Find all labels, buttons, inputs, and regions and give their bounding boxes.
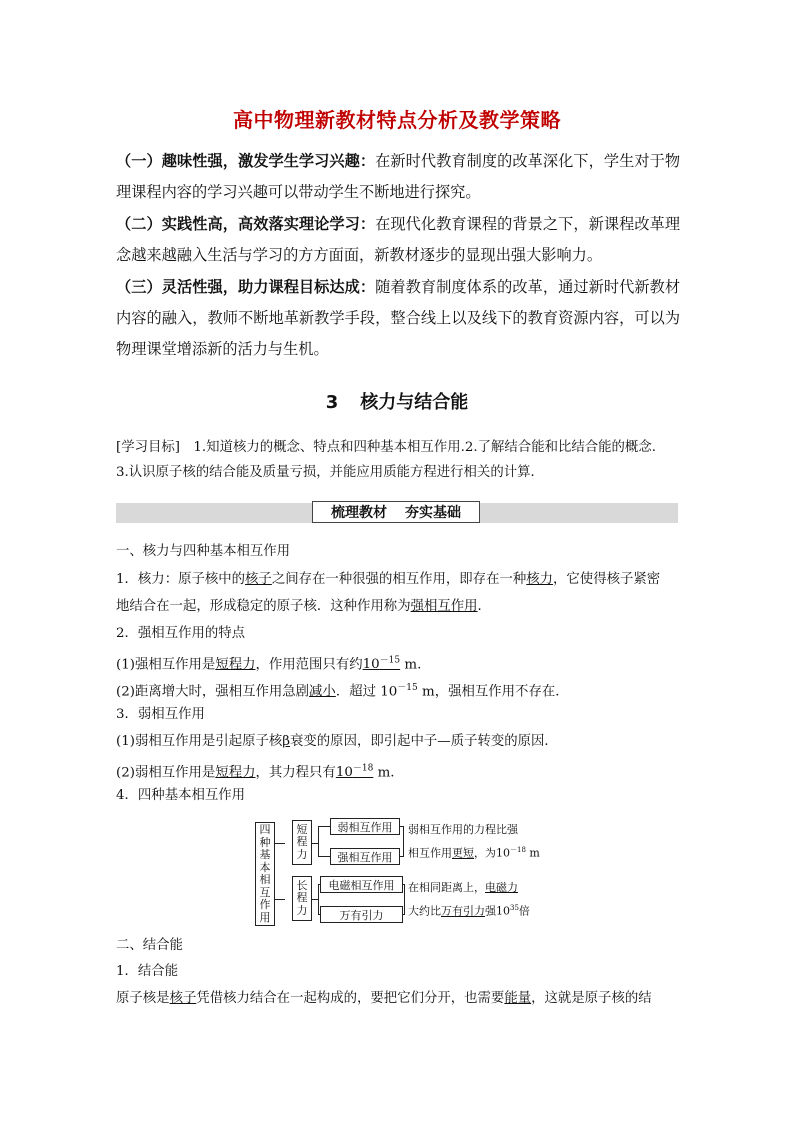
- note-em-vs-gravity: [405, 878, 555, 920]
- text: 地结合在一起，形成稳定的原子核．这种作用称为: [116, 599, 411, 614]
- connector: [318, 826, 330, 827]
- char: 程: [296, 835, 308, 849]
- answer-blank: 万有引力: [441, 904, 485, 918]
- answer-blank: 核子: [245, 572, 272, 587]
- connector: [275, 899, 285, 900]
- intro-paragraph-1: [116, 146, 680, 208]
- char: 种: [259, 835, 271, 849]
- answer-blank: [336, 765, 374, 780]
- exponent: －18: [352, 764, 374, 774]
- char: 基: [259, 848, 271, 861]
- connector: [318, 826, 319, 857]
- char: 力: [296, 847, 308, 861]
- text: 凭借核力结合在一起构成的，要把它们分开，也需要: [196, 991, 505, 1006]
- item1-line-2: [116, 597, 682, 617]
- text: (2)距离增大时，强相互作用急剧: [116, 684, 310, 700]
- em-interaction-box: 电磁相互作用: [320, 876, 403, 893]
- char: 四: [259, 823, 271, 836]
- text: ，为10: [474, 846, 510, 860]
- page-title: 高中物理新教材特点分析及教学策略: [233, 108, 561, 132]
- text: ，其力程只有: [255, 765, 336, 781]
- weak-interaction-box: 弱相互作用: [330, 818, 400, 835]
- text: m，强相互作用不存在．: [417, 684, 569, 700]
- objectives-text-1: 1.知道核力的概念、特点和四种基本相互作用.2.了解结合能和比结合能的概念.: [193, 440, 656, 455]
- answer-blank: 短程力: [215, 765, 256, 781]
- item3-point-2: [116, 759, 682, 783]
- char: 短: [296, 822, 308, 836]
- learning-objectives: [116, 435, 682, 485]
- char: 作: [259, 898, 271, 911]
- intro-text-1: 在新时代教育制度的改革深化下，学生对于物理课程内容的学习兴趣可以带动学生不断地进行探究。: [116, 152, 681, 201]
- item2-heading: 2．强相互作用的特点: [116, 626, 246, 641]
- item1-line-1: [116, 570, 682, 590]
- answer-blank: 核子: [169, 991, 197, 1006]
- objectives-line-1: [116, 435, 682, 460]
- text: (2)弱相互作用是: [116, 765, 216, 781]
- char: 本: [259, 860, 271, 874]
- intro-text-2: 在现代化教育课程的背景之下，新课程改革理念越来越融入生活与学习的方方面面，新教材逐步的显现出强大影响力。: [116, 215, 681, 264]
- answer-blank: 短程力: [215, 657, 256, 673]
- note2-line-2: [408, 898, 555, 922]
- intro-heading-3: （三）灵活性强，助力课程目标达成：: [116, 278, 376, 296]
- char: 用: [259, 910, 271, 924]
- banner-label: [312, 501, 480, 523]
- section-name: 核力与结合能: [360, 392, 469, 413]
- text: ．: [477, 599, 491, 614]
- text: ．超过 10: [335, 684, 398, 700]
- banner-right-text: 夯实基础: [405, 505, 461, 521]
- connector: [318, 856, 330, 857]
- diagram-root-box: [255, 822, 275, 926]
- short-range-box: [292, 820, 312, 865]
- text: 相互作用: [408, 846, 452, 860]
- text: (1)弱相互作用是引起原子核: [116, 734, 283, 749]
- text: 强10: [485, 904, 510, 918]
- text: 原子核是: [116, 991, 170, 1006]
- char: 长: [296, 878, 308, 892]
- note1-line-1: 弱相互作用的力程比强: [408, 823, 518, 836]
- text: (1)强相互作用是: [116, 657, 216, 673]
- intro-text-3: 随着教育制度体系的改革，通过新时代新教材内容的融入，教师不断地革新教学手段，整合线上以及线下的教育资源内容，可以为物理课堂增添新的活力与生机。: [116, 278, 681, 358]
- text: 在相同距离上，: [408, 881, 485, 894]
- item3-heading: 3．弱相互作用: [116, 707, 205, 722]
- char: 相: [259, 873, 271, 886]
- part2-heading: 二、结合能: [116, 938, 183, 953]
- item2-point-2: [116, 678, 682, 702]
- objectives-line-2: 3.认识原子核的结合能及质量亏损，并能应用质能方程进行相关的计算．: [116, 465, 544, 480]
- long-range-box: [292, 876, 312, 921]
- part2-item1-heading: 1．结合能: [116, 964, 179, 979]
- text: 衰变的原因，即引起中子—质子转变的原因．: [290, 734, 558, 749]
- unit: m.: [373, 765, 395, 781]
- answer-blank: 更短: [452, 846, 474, 860]
- exponent: －18: [510, 846, 526, 854]
- objectives-label: [学习目标]: [116, 440, 181, 455]
- gravity-box: 万有引力: [320, 906, 403, 923]
- answer-blank: 电磁力: [485, 881, 518, 894]
- note2-line-1: [408, 878, 555, 898]
- text: 大约比: [408, 904, 441, 918]
- intro-paragraph-3: [116, 272, 680, 365]
- exponent: 35: [510, 904, 519, 912]
- connector: [318, 884, 319, 915]
- section-title: [0, 388, 794, 414]
- answer-blank: 能量: [504, 991, 532, 1006]
- text: ，这就是原子核的结: [531, 991, 652, 1006]
- answer-blank: β: [282, 734, 291, 749]
- unit: 倍: [518, 904, 530, 918]
- intro-paragraph-2: [116, 209, 680, 271]
- exponent: －15: [397, 683, 418, 693]
- connector: [403, 826, 404, 857]
- part2-paragraph-line: [116, 989, 682, 1009]
- strong-interaction-box: 强相互作用: [330, 848, 400, 865]
- answer-blank: 强相互作用: [410, 599, 478, 614]
- connector: [275, 843, 285, 844]
- text: ，作用范围只有约: [255, 657, 363, 673]
- answer-blank: 减小: [309, 684, 336, 700]
- answer-blank: 核力: [526, 572, 554, 587]
- unit: m: [525, 846, 540, 860]
- note1-line-2: [408, 840, 545, 864]
- value: 10: [362, 657, 380, 673]
- part1-heading: 一、核力与四种基本相互作用: [116, 544, 291, 559]
- item2-point-1: [116, 651, 682, 675]
- char: 力: [296, 903, 308, 917]
- text: ，它使得核子紧密: [553, 572, 661, 587]
- item3-point-1: [116, 732, 682, 752]
- interaction-diagram: [255, 812, 555, 930]
- intro-heading-2: （二）实践性高，高效落实理论学习：: [116, 215, 376, 233]
- text: 1．核力：原子核中的: [116, 572, 246, 587]
- text: 之间存在一种很强的相互作用，即存在一种: [271, 572, 527, 587]
- value: 10: [335, 765, 353, 781]
- char: 互: [259, 885, 271, 899]
- answer-blank: [363, 657, 401, 672]
- section-number: 3: [325, 392, 339, 413]
- note-weak-vs-strong: [405, 820, 545, 862]
- item4-heading: 4．四种基本相互作用: [116, 788, 246, 803]
- char: 程: [296, 891, 308, 905]
- unit: m.: [400, 657, 422, 673]
- banner-left-text: 梳理教材: [331, 505, 387, 521]
- exponent: －15: [379, 656, 401, 666]
- intro-heading-1: （一）趣味性强，激发学生学习兴趣：: [116, 152, 376, 170]
